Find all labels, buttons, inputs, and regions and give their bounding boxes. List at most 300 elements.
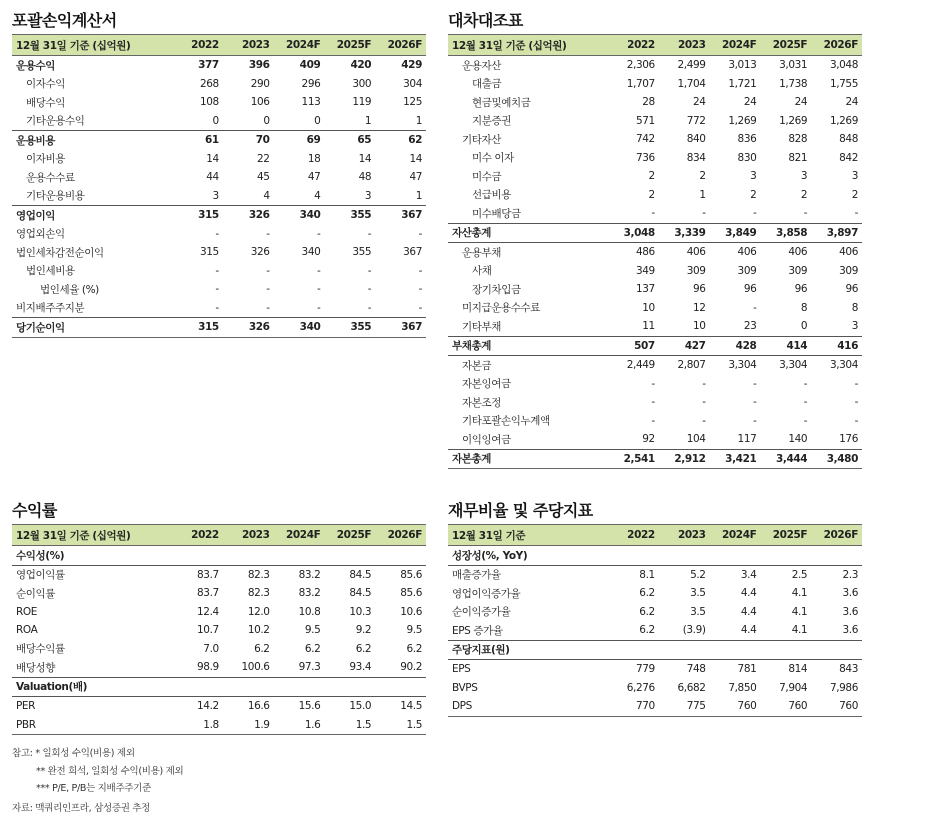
header-year: 2022 (172, 525, 223, 546)
value-cell: - (324, 262, 375, 281)
table-row (12, 299, 426, 318)
value-cell: - (811, 412, 862, 431)
value-cell: 98.9 (172, 658, 223, 677)
value-cell: 4 (223, 187, 274, 206)
row-label: 이자수익 (12, 75, 172, 94)
value-cell: 1.9 (223, 716, 274, 735)
value-cell: 6.2 (608, 584, 659, 603)
row-label: 배당수익률 (12, 640, 172, 659)
value-cell: 62 (375, 131, 426, 150)
value-cell (274, 677, 325, 697)
value-cell: 428 (710, 336, 761, 356)
value-cell (223, 546, 274, 566)
balance-sheet-panel (448, 8, 862, 469)
value-cell: 775 (659, 697, 710, 716)
value-cell: 1,721 (710, 75, 761, 94)
value-cell: 296 (274, 75, 325, 94)
table-header-row (12, 525, 426, 546)
row-label: PER (12, 697, 172, 716)
table-row (448, 112, 862, 131)
value-cell: 10.6 (375, 603, 426, 622)
value-cell: 3,897 (811, 223, 862, 243)
row-label: 운용수익 (12, 56, 172, 75)
profitability-title: 수익률 (12, 498, 426, 524)
value-cell: - (274, 299, 325, 318)
value-cell: 349 (608, 262, 659, 281)
value-cell: 4.4 (710, 621, 761, 640)
value-cell: 3,031 (760, 56, 811, 75)
value-cell: 84.5 (324, 584, 375, 603)
value-cell: 326 (223, 206, 274, 225)
table-row (448, 243, 862, 262)
value-cell: - (811, 204, 862, 223)
value-cell: 326 (223, 318, 274, 338)
value-cell (375, 677, 426, 697)
value-cell: 61 (172, 131, 223, 150)
value-cell: - (274, 225, 325, 244)
value-cell: - (375, 225, 426, 244)
value-cell: - (659, 393, 710, 412)
table-row (448, 660, 862, 679)
row-label: 현금및예치금 (448, 93, 608, 112)
header-year: 2024F (710, 35, 761, 56)
header-year: 2025F (760, 35, 811, 56)
table-row (12, 546, 426, 566)
table-row (12, 584, 426, 603)
value-cell: 6.2 (375, 640, 426, 659)
row-label: 부채총계 (448, 336, 608, 356)
row-label: EPS 증가율 (448, 621, 608, 640)
value-cell: 11 (608, 317, 659, 336)
value-cell: 355 (324, 243, 375, 262)
value-cell: - (659, 375, 710, 394)
value-cell: 416 (811, 336, 862, 356)
value-cell: 3 (324, 187, 375, 206)
value-cell: 315 (172, 318, 223, 338)
row-label: 배당성향 (12, 658, 172, 677)
value-cell: 406 (760, 243, 811, 262)
row-label: 법인세비용 (12, 262, 172, 281)
value-cell: 4.1 (760, 603, 811, 622)
value-cell: - (608, 204, 659, 223)
row-label: DPS (448, 697, 608, 716)
value-cell: 309 (710, 262, 761, 281)
value-cell: 119 (324, 93, 375, 112)
value-cell: 3,304 (710, 356, 761, 375)
value-cell: 28 (608, 93, 659, 112)
table-row (448, 56, 862, 75)
value-cell: 9.2 (324, 621, 375, 640)
value-cell: - (760, 412, 811, 431)
value-cell: 69 (274, 131, 325, 150)
value-cell: 24 (760, 93, 811, 112)
table-row (448, 223, 862, 243)
value-cell: 90.2 (375, 658, 426, 677)
value-cell: 104 (659, 430, 710, 449)
row-label: 자본총계 (448, 449, 608, 469)
row-label: 영업이익률 (12, 565, 172, 584)
value-cell: 396 (223, 56, 274, 75)
value-cell: - (811, 393, 862, 412)
value-cell: 406 (659, 243, 710, 262)
row-label: EPS (448, 660, 608, 679)
value-cell: 6.2 (223, 640, 274, 659)
value-cell: 836 (710, 130, 761, 149)
value-cell: - (710, 375, 761, 394)
value-cell: 4 (274, 187, 325, 206)
table-row (448, 262, 862, 281)
footnote-3: *** P/E, P/B는 지배주주기준 (12, 780, 426, 798)
value-cell: 781 (710, 660, 761, 679)
value-cell: 2 (710, 186, 761, 205)
value-cell: 736 (608, 149, 659, 168)
table-row (12, 565, 426, 584)
table-row (448, 679, 862, 698)
value-cell: 65 (324, 131, 375, 150)
value-cell: - (223, 225, 274, 244)
value-cell: 82.3 (223, 565, 274, 584)
value-cell: - (710, 412, 761, 431)
value-cell: - (274, 280, 325, 299)
row-label: 성장성(%, YoY) (448, 546, 608, 566)
row-label: 기타자산 (448, 130, 608, 149)
value-cell: 0 (223, 112, 274, 131)
value-cell: 10.8 (274, 603, 325, 622)
table-row (448, 449, 862, 469)
table-row (448, 603, 862, 622)
value-cell: - (760, 393, 811, 412)
table-row (12, 697, 426, 716)
value-cell: 3 (811, 167, 862, 186)
value-cell: 70 (223, 131, 274, 150)
value-cell: 3,849 (710, 223, 761, 243)
value-cell: 6,682 (659, 679, 710, 698)
table-row (12, 93, 426, 112)
row-label: 자산총계 (448, 223, 608, 243)
value-cell (710, 640, 761, 660)
value-cell: (3.9) (659, 621, 710, 640)
value-cell: 1.5 (324, 716, 375, 735)
value-cell (172, 546, 223, 566)
row-label: 지분증권 (448, 112, 608, 131)
footnotes (12, 745, 426, 817)
value-cell: 140 (760, 430, 811, 449)
value-cell: 2,449 (608, 356, 659, 375)
value-cell: 2 (811, 186, 862, 205)
value-cell: 1 (375, 112, 426, 131)
row-label: 매출증가율 (448, 565, 608, 584)
value-cell: 83.2 (274, 565, 325, 584)
header-year: 2023 (223, 35, 274, 56)
row-label: 순이익률 (12, 584, 172, 603)
row-label: 당기순이익 (12, 318, 172, 338)
income-statement-panel (12, 8, 426, 338)
row-label: 배당수익 (12, 93, 172, 112)
value-cell: 814 (760, 660, 811, 679)
row-label: 운용부채 (448, 243, 608, 262)
value-cell: 3,013 (710, 56, 761, 75)
value-cell: 2 (760, 186, 811, 205)
row-label: 사채 (448, 262, 608, 281)
value-cell: 6.2 (608, 621, 659, 640)
table-row (12, 716, 426, 735)
row-label: 이익잉여금 (448, 430, 608, 449)
value-cell: 3,480 (811, 449, 862, 469)
value-cell: 125 (375, 93, 426, 112)
header-year: 2024F (274, 35, 325, 56)
value-cell: 106 (223, 93, 274, 112)
header-year: 2025F (760, 525, 811, 546)
value-cell: 326 (223, 243, 274, 262)
value-cell: 414 (760, 336, 811, 356)
value-cell: 8 (760, 299, 811, 318)
row-label: 영업이익 (12, 206, 172, 225)
row-label: 장기차입금 (448, 280, 608, 299)
row-label: PBR (12, 716, 172, 735)
value-cell: 96 (811, 280, 862, 299)
value-cell: 2,306 (608, 56, 659, 75)
value-cell: 10 (608, 299, 659, 318)
value-cell: 100.6 (223, 658, 274, 677)
value-cell: 6.2 (608, 603, 659, 622)
row-label: 영업이익증가율 (448, 584, 608, 603)
value-cell: 8 (811, 299, 862, 318)
value-cell: 14 (172, 150, 223, 169)
value-cell: 83.7 (172, 584, 223, 603)
header-year: 2026F (811, 525, 862, 546)
value-cell: 3.6 (811, 584, 862, 603)
value-cell: 15.6 (274, 697, 325, 716)
header-unit-label: 12월 31일 기준 (448, 525, 608, 546)
value-cell: 3.6 (811, 621, 862, 640)
value-cell: - (172, 299, 223, 318)
table-row (448, 393, 862, 412)
header-unit-label: 12월 31일 기준 (십억원) (12, 35, 172, 56)
table-row (448, 375, 862, 394)
table-row (12, 150, 426, 169)
value-cell (324, 546, 375, 566)
value-cell: 0 (274, 112, 325, 131)
value-cell (324, 677, 375, 697)
balance-sheet-title: 대차대조표 (448, 8, 862, 34)
value-cell: - (608, 412, 659, 431)
row-label: 자본금 (448, 356, 608, 375)
value-cell: 108 (172, 93, 223, 112)
value-cell: 2 (608, 186, 659, 205)
value-cell: 47 (274, 168, 325, 187)
table-row (12, 677, 426, 697)
value-cell: 1,269 (760, 112, 811, 131)
value-cell: 848 (811, 130, 862, 149)
value-cell: 0 (172, 112, 223, 131)
value-cell: 420 (324, 56, 375, 75)
value-cell: 340 (274, 318, 325, 338)
table-row (448, 93, 862, 112)
value-cell: 1.6 (274, 716, 325, 735)
footnote-1: 참고: * 일회성 수익(비용) 제외 (12, 745, 426, 763)
value-cell: 10.3 (324, 603, 375, 622)
table-row (448, 430, 862, 449)
row-label: ROA (12, 621, 172, 640)
value-cell: 2,541 (608, 449, 659, 469)
financial-ratios-table (448, 524, 862, 717)
table-row (448, 565, 862, 584)
header-year: 2026F (375, 525, 426, 546)
value-cell: - (223, 299, 274, 318)
row-label: 미수 이자 (448, 149, 608, 168)
row-label: ROE (12, 603, 172, 622)
value-cell: 3 (172, 187, 223, 206)
value-cell: 93.4 (324, 658, 375, 677)
table-row (12, 168, 426, 187)
value-cell: 44 (172, 168, 223, 187)
value-cell: 2.3 (811, 565, 862, 584)
value-cell: 137 (608, 280, 659, 299)
value-cell: 377 (172, 56, 223, 75)
value-cell: 3,444 (760, 449, 811, 469)
value-cell: 3 (710, 167, 761, 186)
value-cell: 304 (375, 75, 426, 94)
value-cell: 83.2 (274, 584, 325, 603)
value-cell: 300 (324, 75, 375, 94)
value-cell: 113 (274, 93, 325, 112)
value-cell: 47 (375, 168, 426, 187)
row-label: 영업외손익 (12, 225, 172, 244)
value-cell: 760 (811, 697, 862, 716)
value-cell: - (608, 393, 659, 412)
value-cell: 0 (760, 317, 811, 336)
value-cell: 3,048 (608, 223, 659, 243)
header-year: 2023 (659, 525, 710, 546)
value-cell: 9.5 (375, 621, 426, 640)
value-cell: 4.4 (710, 603, 761, 622)
row-label: 운용수수료 (12, 168, 172, 187)
value-cell: 16.6 (223, 697, 274, 716)
table-row (12, 243, 426, 262)
value-cell (608, 546, 659, 566)
value-cell: 1,707 (608, 75, 659, 94)
table-row (448, 299, 862, 318)
value-cell: - (223, 280, 274, 299)
value-cell: 6.2 (324, 640, 375, 659)
value-cell: 15.0 (324, 697, 375, 716)
row-label: Valuation(배) (12, 677, 172, 697)
table-row (12, 280, 426, 299)
table-row (448, 356, 862, 375)
value-cell: 12 (659, 299, 710, 318)
footnote-2: ** 완전 희석, 일회성 수익(비용) 제외 (12, 763, 426, 781)
value-cell: 2.5 (760, 565, 811, 584)
value-cell: 7,986 (811, 679, 862, 698)
value-cell: 1,269 (710, 112, 761, 131)
value-cell: 7.0 (172, 640, 223, 659)
table-row (448, 640, 862, 660)
value-cell: 315 (172, 206, 223, 225)
row-label: BVPS (448, 679, 608, 698)
header-year: 2022 (172, 35, 223, 56)
value-cell: 309 (659, 262, 710, 281)
value-cell (375, 546, 426, 566)
value-cell: 117 (710, 430, 761, 449)
value-cell: 5.2 (659, 565, 710, 584)
table-row (12, 187, 426, 206)
value-cell: 22 (223, 150, 274, 169)
balance-sheet-table (448, 34, 862, 469)
header-year: 2026F (811, 35, 862, 56)
table-row (448, 546, 862, 566)
value-cell (608, 640, 659, 660)
value-cell: 8.1 (608, 565, 659, 584)
row-label: 미수배당금 (448, 204, 608, 223)
value-cell: 96 (710, 280, 761, 299)
table-row (12, 640, 426, 659)
table-row (12, 658, 426, 677)
value-cell: 1 (659, 186, 710, 205)
table-row (12, 112, 426, 131)
value-cell: 367 (375, 243, 426, 262)
header-year: 2022 (608, 525, 659, 546)
value-cell: 3,858 (760, 223, 811, 243)
value-cell: 176 (811, 430, 862, 449)
row-label: 기타포괄손익누계액 (448, 412, 608, 431)
value-cell: 6,276 (608, 679, 659, 698)
row-label: 수익성(%) (12, 546, 172, 566)
value-cell (760, 640, 811, 660)
value-cell: 571 (608, 112, 659, 131)
row-label: 선급비용 (448, 186, 608, 205)
value-cell: 1 (375, 187, 426, 206)
value-cell (659, 640, 710, 660)
value-cell: - (172, 280, 223, 299)
value-cell: 779 (608, 660, 659, 679)
value-cell: 427 (659, 336, 710, 356)
financial-ratios-title: 재무비율 및 주당지표 (448, 498, 862, 524)
value-cell: - (375, 280, 426, 299)
header-year: 2025F (324, 525, 375, 546)
table-row (448, 149, 862, 168)
value-cell: 309 (760, 262, 811, 281)
value-cell: - (324, 225, 375, 244)
value-cell: 742 (608, 130, 659, 149)
value-cell: 843 (811, 660, 862, 679)
value-cell: 1,738 (760, 75, 811, 94)
value-cell: 340 (274, 243, 325, 262)
table-row (448, 584, 862, 603)
value-cell: 85.6 (375, 565, 426, 584)
table-row (448, 75, 862, 94)
value-cell: 3.4 (710, 565, 761, 584)
row-label: 운용자산 (448, 56, 608, 75)
value-cell: 429 (375, 56, 426, 75)
value-cell: - (710, 299, 761, 318)
value-cell (274, 546, 325, 566)
value-cell: 770 (608, 697, 659, 716)
value-cell: 10.2 (223, 621, 274, 640)
value-cell: 760 (710, 697, 761, 716)
value-cell: - (608, 375, 659, 394)
value-cell: 309 (811, 262, 862, 281)
table-row (12, 262, 426, 281)
table-row (448, 336, 862, 356)
value-cell: 3.6 (811, 603, 862, 622)
table-row (448, 412, 862, 431)
value-cell: 3 (811, 317, 862, 336)
value-cell: 406 (710, 243, 761, 262)
value-cell: 828 (760, 130, 811, 149)
table-row (448, 130, 862, 149)
row-label: 법인세율 (%) (12, 280, 172, 299)
table-row (12, 75, 426, 94)
